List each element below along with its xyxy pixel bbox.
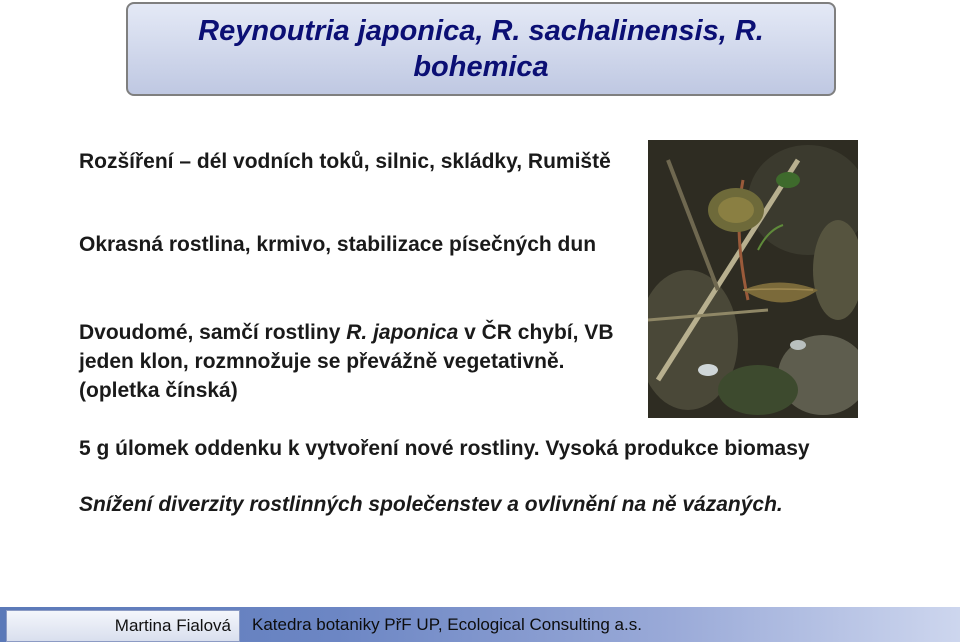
slide-title-box <box>126 2 836 96</box>
species-name-italic: R. japonica <box>346 321 459 344</box>
slide-title: Reynoutria japonica, R. sachalinensis, R. bohemica <box>198 15 764 83</box>
paragraph-rhizome: 5 g úlomek oddenku k vytvoření nové rostliny. Vysoká produkce biomasy <box>79 437 810 460</box>
paragraph-impact: Snížení diverzity rostlinných společenstev a ovlivnění na ně vázaných. <box>79 493 783 516</box>
plant-photo-illustration <box>648 140 858 418</box>
paragraph-reproduction <box>79 318 639 405</box>
plant-photo <box>648 140 858 418</box>
paragraph-distribution: Rozšíření – dél vodních toků, silnic, skládky, Rumiště <box>79 150 611 173</box>
footer-author: Martina Fialová <box>6 610 240 642</box>
footer-organization: Katedra botaniky PřF UP, Ecological Consulting a.s. <box>252 615 642 634</box>
reproduction-text-after: v ČR chybí, VB jeden klon, rozmnožuje se převážně vegetativně. (opletka čínská) <box>79 321 614 402</box>
reproduction-text-before: Dvoudomé, samčí rostliny <box>79 321 347 344</box>
paragraph-uses: Okrasná rostlina, krmivo, stabilizace písečných dun <box>79 233 597 256</box>
